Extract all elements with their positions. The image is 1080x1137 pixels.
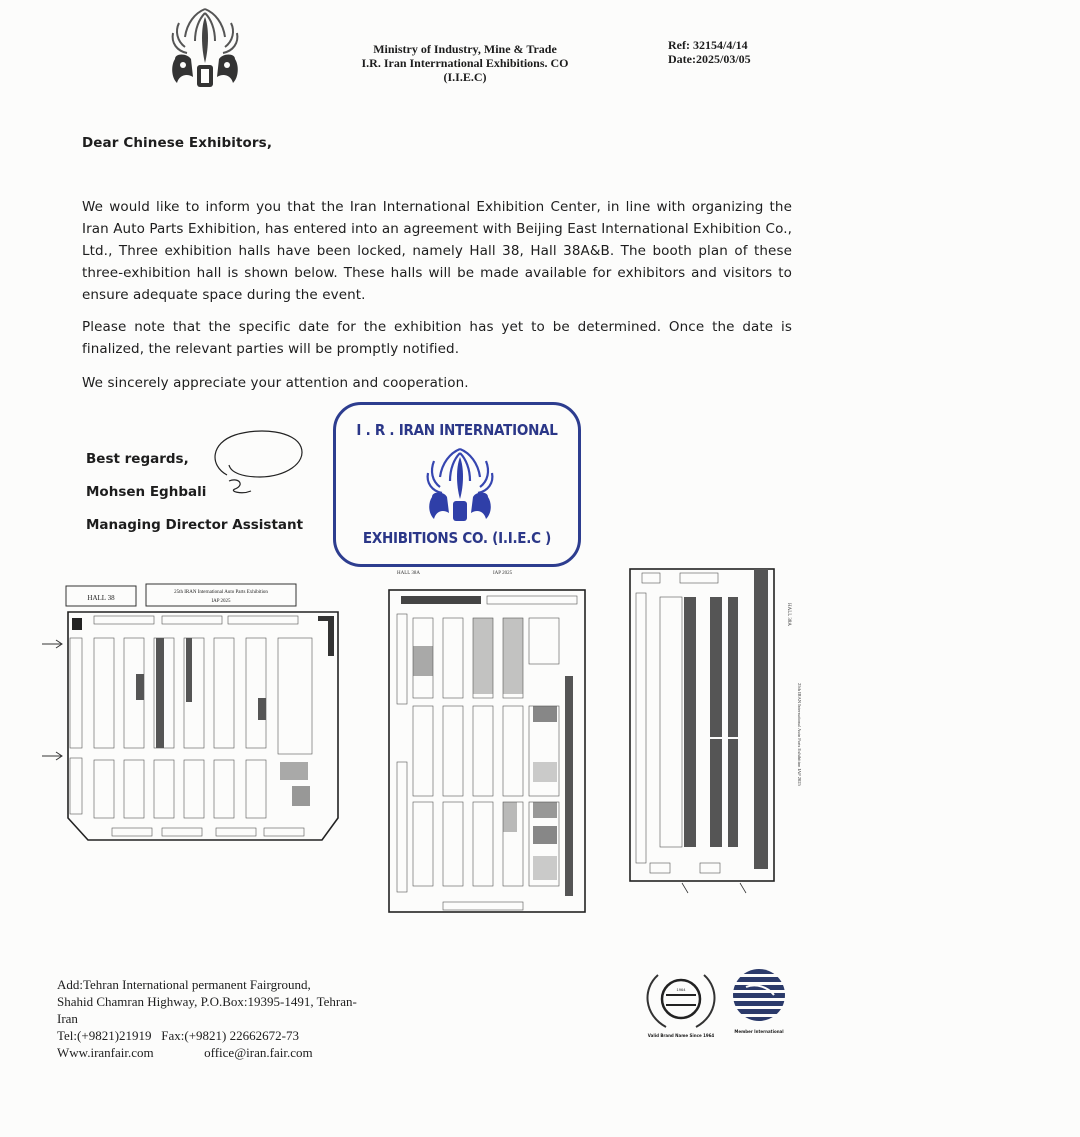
signer-title: Managing Director Assistant — [86, 517, 304, 533]
footer-phone-line — [57, 1027, 437, 1044]
letter-date: Date:2025/03/05 — [668, 52, 751, 66]
reference-number: Ref: 32154/4/14 — [668, 38, 748, 52]
badge-year: 1964 — [676, 987, 686, 992]
hall-38b-event: 25th IRAN International Auto Parts Exhibition IAP 2025 — [797, 683, 802, 786]
hall-38a-label: HALL 38A — [397, 571, 421, 576]
hall-38a-floor-plan — [383, 566, 593, 924]
footer-address-1: Add:Tehran International permanent Fairground, — [57, 977, 311, 992]
ministry-heading — [330, 42, 600, 84]
hall-38a-event: IAP 2025 — [493, 571, 513, 576]
company-stamp — [333, 402, 581, 567]
hall-38b-floor-plan — [620, 563, 815, 898]
hall-38-floor-plan — [42, 578, 362, 853]
closing-text: Best regards, — [86, 451, 189, 467]
valid-brand-badge — [636, 965, 726, 1045]
stamp-emblem-icon — [424, 445, 496, 525]
ministry-line-2: I.R. Iran Interrnational Exhibitions. CO — [361, 56, 569, 70]
body-paragraph-3: We sincerely appreciate your attention and cooperation. — [82, 375, 469, 391]
ministry-line-3: (I.I.E.C) — [443, 70, 487, 84]
hall-38-event-title: 25th IRAN International Auto Parts Exhibition — [174, 590, 268, 595]
footer-fax: Fax:(+9821) 22662672-73 — [161, 1028, 299, 1043]
handwritten-signature — [205, 425, 310, 500]
badge1-caption: Valid Brand Name Since 1964 — [647, 1033, 715, 1038]
hall-38-event-sub: IAP 2025 — [211, 599, 231, 604]
reference-block — [668, 38, 751, 66]
body-paragraph-1: We would like to inform you that the Iran International Exhibition Center, in line with organizing the Iran Auto Parts Exhibition, has entered into an agreement with Beijing East International Exhibition Co., Ltd., Three exhibition halls have been locked, namely Hall 38, Hall 38A&B. The booth plan of these three-exhibition hall is shown below. These halls will be made available for exhibitors and visitors to ensure adequate space during the event. — [82, 199, 792, 303]
iiec-emblem-logo — [165, 3, 245, 91]
footer-website[interactable]: Www.iranfair.com — [57, 1045, 154, 1060]
footer-email[interactable]: office@iran.fair.com — [204, 1045, 313, 1060]
footer-web-line — [57, 1044, 437, 1061]
stamp-top-text: I . R . IRAN INTERNATIONAL — [356, 421, 558, 439]
footer-address-2: Shahid Chamran Highway, P.O.Box:19395-1491, Tehran- — [57, 994, 357, 1009]
signer-name: Mohsen Eghbali — [86, 484, 207, 500]
badge2-caption: Member International — [734, 1029, 784, 1034]
globe-icon — [728, 965, 790, 1029]
body-paragraph-2: Please note that the specific date for the exhibition has yet to be determined. Once the date is finalized, the relevant parties will be promptly notified. — [82, 319, 792, 357]
member-international-badge — [728, 965, 790, 1045]
footer-contact — [57, 976, 437, 1061]
ministry-line-1: Ministry of Industry, Mine & Trade — [373, 42, 557, 56]
salutation: Dear Chinese Exhibitors, — [82, 135, 273, 151]
footer-tel: Tel:(+9821)21919 — [57, 1028, 152, 1043]
footer-address-3: Iran — [57, 1011, 78, 1026]
laurel-brand-icon — [636, 965, 726, 1033]
hall-38-label: HALL 38 — [87, 594, 115, 602]
stamp-bottom-text: EXHIBITIONS CO. (I.I.E.C ) — [362, 529, 552, 547]
hall-38b-label: HALL 38A — [786, 603, 791, 627]
